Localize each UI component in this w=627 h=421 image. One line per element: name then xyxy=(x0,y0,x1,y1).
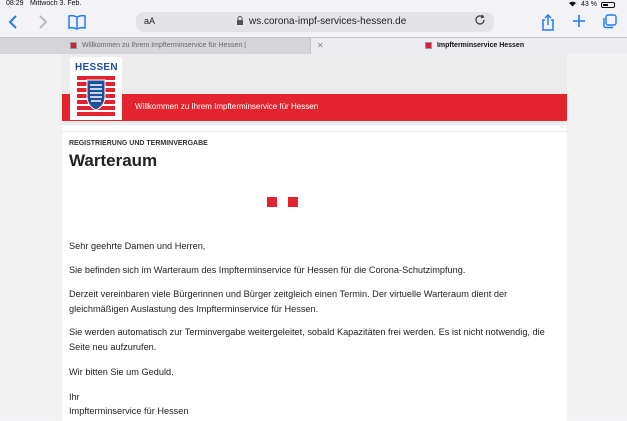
waiting-room-text: Sie befinden sich im Warteraum des Impfterminservice für Hessen für die Corona-Schutzimpfung. xyxy=(69,265,466,275)
browser-toolbar xyxy=(0,9,627,37)
address-bar[interactable] xyxy=(136,12,494,32)
status-bar xyxy=(0,0,627,9)
main-content xyxy=(62,131,567,421)
hessen-logo[interactable] xyxy=(70,57,122,120)
book-icon[interactable] xyxy=(68,14,86,35)
greeting-text: Sehr geehrte Damen und Herren, xyxy=(69,241,206,251)
text-size-button[interactable]: aA xyxy=(144,16,156,26)
patience-text: Wir bitten Sie um Geduld. xyxy=(69,367,174,377)
loading-indicator-square xyxy=(288,197,298,207)
signoff-text: Ihr xyxy=(69,392,80,402)
lock-icon xyxy=(236,16,244,27)
section-eyebrow: REGISTRIERUNG UND TERMINVERGABE xyxy=(69,140,208,147)
hessen-favicon-icon xyxy=(70,42,77,49)
loading-indicator-square xyxy=(267,197,277,207)
logo-text: HESSEN xyxy=(75,62,118,73)
tab-label-wrap xyxy=(425,38,524,54)
battery-icon xyxy=(601,2,615,8)
header-banner xyxy=(62,94,567,121)
url-text: ws.corona-impf-services-hessen.de xyxy=(249,16,407,27)
tab-label: Impfterminservice Hessen xyxy=(436,42,525,49)
date: Mittwoch 3. Feb. xyxy=(30,0,82,7)
tab-welcome[interactable] xyxy=(0,38,311,54)
tab-label: Willkommen zu Ihrem Impfterminservice für Hessen | xyxy=(81,42,246,49)
welcome-text: Willkommen zu Ihrem Impfterminservice für Hessen xyxy=(135,102,319,111)
page-title: Warteraum xyxy=(69,151,158,170)
clock: 08:29 xyxy=(6,0,24,7)
wifi-icon xyxy=(568,0,577,9)
status-right xyxy=(568,0,615,9)
chevron-right-icon[interactable] xyxy=(38,14,48,35)
redirect-text: Sie werden automatisch zur Terminvergabe weitergeleitet, sobald Kapazitäten frei werden. Es ist nicht notwendig, die Seite neu aufzurufen. xyxy=(69,327,545,352)
web-page xyxy=(0,54,627,420)
tabs-icon[interactable] xyxy=(602,14,617,34)
share-icon[interactable] xyxy=(541,14,555,37)
site-container xyxy=(62,54,567,420)
tab-impfterminservice[interactable] xyxy=(311,38,627,54)
hessen-favicon-icon xyxy=(425,42,432,49)
info-text: Derzeit vereinbaren viele Bürgerinnen und Bürger zeitgleich einen Termin. Der virtuelle Warteraum dient der gleichmäßigen Auslastung des Impfterminservice für Hessen. xyxy=(69,289,508,314)
chevron-left-icon[interactable] xyxy=(8,14,18,35)
signature-text: Impfterminservice für Hessen xyxy=(69,406,189,416)
hessen-coat-of-arms-icon xyxy=(77,76,115,116)
tab-bar xyxy=(0,37,627,54)
battery-percentage: 43 % xyxy=(581,1,597,8)
reload-icon[interactable] xyxy=(474,14,486,29)
plus-icon[interactable] xyxy=(572,14,586,33)
close-icon[interactable]: ✕ xyxy=(317,41,324,50)
